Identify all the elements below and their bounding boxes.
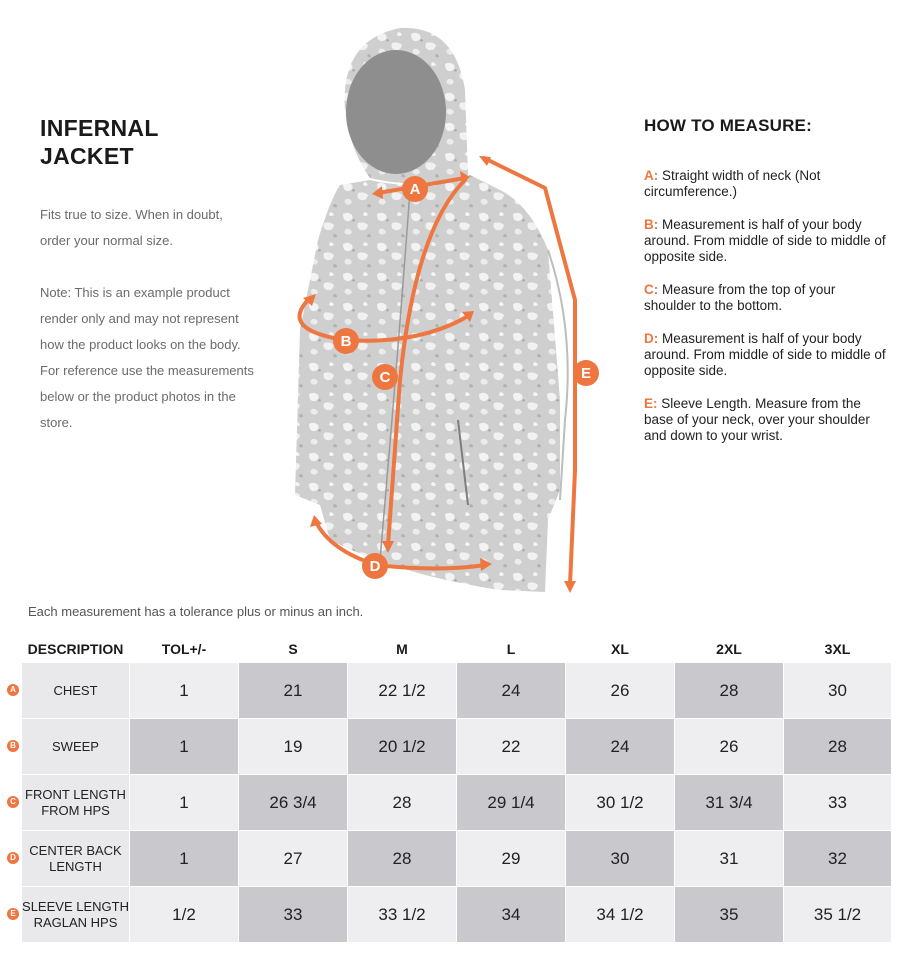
table-cell: 34 1/2	[566, 887, 675, 943]
row-badge: D	[7, 852, 19, 864]
table-cell: 1	[130, 775, 239, 831]
measure-text-a: Straight width of neck (Not circumference.)	[644, 168, 821, 199]
row-label: CHEST	[53, 682, 98, 698]
product-title: INFERNAL JACKET	[40, 115, 159, 169]
table-cell: 34	[457, 887, 566, 943]
figure-label-c: C	[379, 369, 391, 386]
header-tolerance: TOL+/-	[161, 641, 207, 657]
render-note: Note: This is an example product render only and may not represent how the product looks on the body. For reference use the measurements below or the product photos in the store.	[40, 285, 254, 430]
measure-item-e	[644, 396, 889, 444]
measure-item-b	[644, 217, 889, 265]
table-cell: 30 1/2	[566, 775, 675, 831]
how-to-measure-list	[644, 168, 889, 461]
table-cell: 31	[675, 831, 784, 887]
table-cell: 30	[784, 663, 892, 719]
table-cell: 27	[239, 831, 348, 887]
header-size-3xl: 3XL	[824, 641, 851, 657]
table-cell: 1	[130, 663, 239, 719]
measure-letter-e: E:	[644, 396, 658, 411]
header-size-2xl: 2XL	[716, 641, 742, 657]
table-header-row	[22, 636, 892, 663]
table-cell: 33	[784, 775, 892, 831]
table-cell: 31 3/4	[675, 775, 784, 831]
measure-text-b: Measurement is half of your body around. From middle of side to middle of opposite side.	[644, 217, 886, 264]
table-cell: 1/2	[130, 887, 239, 943]
table-cell: 29 1/4	[457, 775, 566, 831]
measure-text-d: Measurement is half of your body around. From middle of side to middle of opposite side.	[644, 331, 886, 378]
table-cell: 35	[675, 887, 784, 943]
row-description	[10, 719, 130, 775]
measure-letter-a: A:	[644, 168, 659, 183]
row-badge: B	[7, 740, 19, 752]
table-cell: 24	[457, 663, 566, 719]
jacket-measurement-diagram	[280, 18, 600, 608]
table-row	[22, 775, 892, 831]
row-badge: A	[7, 684, 19, 696]
header-description: DESCRIPTION	[27, 641, 124, 657]
row-label: SWEEP	[52, 738, 99, 754]
table-cell: 20 1/2	[348, 719, 457, 775]
table-cell: 1	[130, 831, 239, 887]
measure-item-d	[644, 331, 889, 379]
measure-letter-d: D:	[644, 331, 659, 346]
table-cell: 30	[566, 831, 675, 887]
figure-label-d: D	[369, 558, 381, 575]
table-cell: 26 3/4	[239, 775, 348, 831]
table-cell: 33	[239, 887, 348, 943]
table-cell: 24	[566, 719, 675, 775]
measure-item-a	[644, 168, 889, 200]
table-row	[22, 719, 892, 775]
row-label: FRONT LENGTH FROM HPS	[25, 786, 126, 818]
table-cell: 26	[566, 663, 675, 719]
table-cell: 28	[348, 831, 457, 887]
header-size-m: M	[396, 641, 408, 657]
row-label: SLEEVE LENGTH RAGLAN HPS	[22, 898, 129, 930]
jacket-silhouette	[295, 28, 568, 592]
row-description	[10, 831, 130, 887]
measure-text-e: Sleeve Length. Measure from the base of your neck, over your shoulder and down to your wrist.	[644, 396, 870, 443]
figure-label-b: B	[340, 333, 352, 350]
header-size-l: L	[506, 641, 516, 657]
measure-letter-b: B:	[644, 217, 659, 232]
tolerance-note: Each measurement has a tolerance plus or minus an inch.	[28, 604, 364, 619]
table-cell: 33 1/2	[348, 887, 457, 943]
table-cell: 28	[675, 663, 784, 719]
header-size-xl: XL	[611, 641, 629, 657]
row-badge: C	[7, 796, 19, 808]
table-cell: 21	[239, 663, 348, 719]
figure-label-a: A	[409, 181, 421, 198]
row-description	[10, 775, 130, 831]
header-size-s: S	[288, 641, 298, 657]
table-cell: 1	[130, 719, 239, 775]
measure-item-c	[644, 282, 889, 314]
table-cell: 19	[239, 719, 348, 775]
table-row	[22, 887, 892, 943]
how-to-measure-title: HOW TO MEASURE:	[644, 116, 812, 135]
row-badge: E	[7, 908, 19, 920]
table-cell: 32	[784, 831, 892, 887]
table-cell: 28	[784, 719, 892, 775]
size-chart-table	[10, 636, 892, 943]
table-cell: 22 1/2	[348, 663, 457, 719]
table-cell: 22	[457, 719, 566, 775]
fit-note: Fits true to size. When in doubt, order your normal size.	[40, 207, 223, 248]
row-description	[10, 663, 130, 719]
table-row	[22, 663, 892, 719]
row-description	[10, 887, 130, 943]
table-cell: 29	[457, 831, 566, 887]
table-cell: 26	[675, 719, 784, 775]
table-cell: 35 1/2	[784, 887, 892, 943]
measure-text-c: Measure from the top of your shoulder to the bottom.	[644, 282, 836, 313]
figure-label-e: E	[580, 365, 592, 382]
table-row	[22, 831, 892, 887]
measure-letter-c: C:	[644, 282, 659, 297]
table-cell: 28	[348, 775, 457, 831]
row-label: CENTER BACK LENGTH	[29, 842, 122, 874]
